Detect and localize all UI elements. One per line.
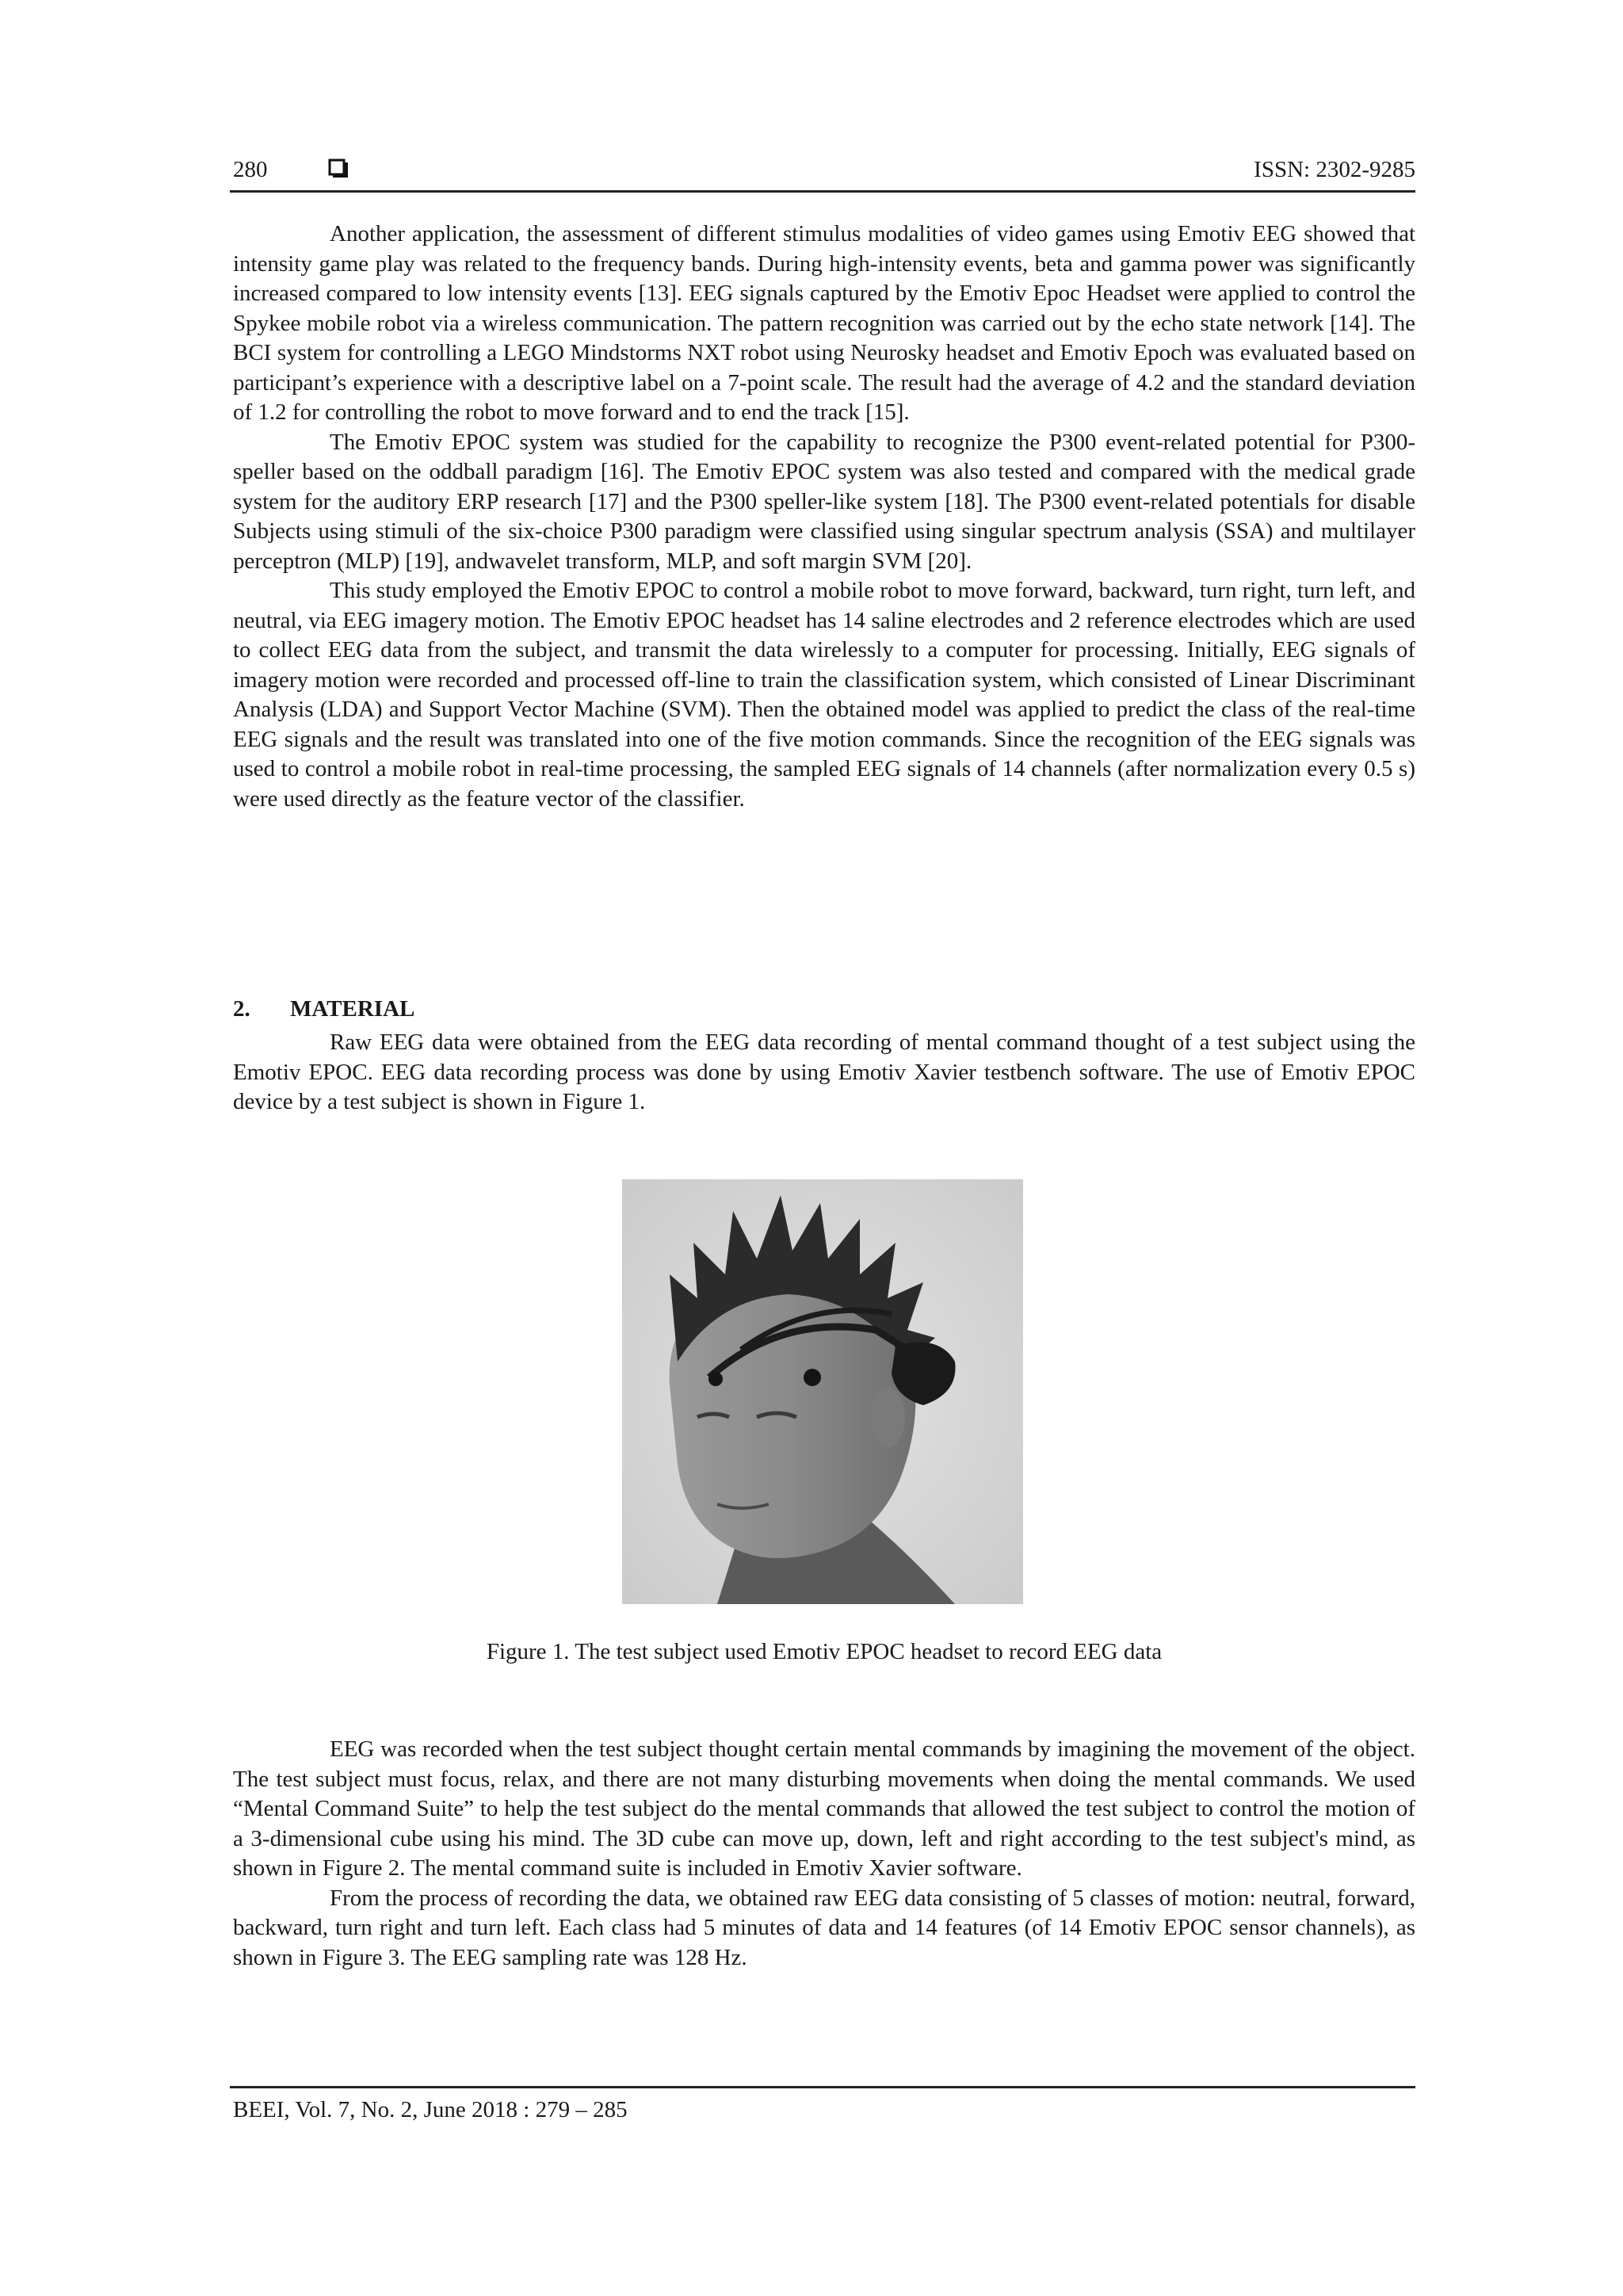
figure-photo bbox=[622, 1179, 1023, 1604]
intro-text-block bbox=[233, 220, 1415, 814]
paragraph: EEG was recorded when the test subject thought certain mental commands by imagining the movement of the object. The test subject must focus, relax, and there are not many disturbing movements when doing the mental commands. We used “Mental Command Suite” to help the test subject do the mental commands that allowed the test subject to control the motion of a 3-dimensional cube using his mind. The 3D cube can move up, down, left and right according to the test subject's mind, as shown in Figure 2. The mental command suite is included in Emotiv Xavier software. bbox=[233, 1736, 1415, 1881]
paragraph: The Emotiv EPOC system was studied for the capability to recognize the P300 event-related potential for P300-speller based on the oddball paradigm [16]. The Emotiv EPOC system was also tested and compared with the medical grade system for the auditory ERP research [17] and the P300 speller-like system [18]. The P300 event-related potentials for disable Subjects using stimuli of the six-choice P300 paradigm were classified using singular spectrum analysis (SSA) and multilayer perceptron (MLP) [19], andwavelet transform, MLP, and soft margin SVM [20]. bbox=[233, 429, 1415, 574]
material-text-block bbox=[233, 1028, 1415, 1117]
page-number: 280 bbox=[233, 157, 268, 182]
paragraph: Another application, the assessment of different stimulus modalities of video games using Emotiv EEG showed that intensity game play was related to the frequency bands. During high-intensity events, beta and gamma power was significantly increased compared to low intensity events [13]. EEG signals captured by the Emotiv Epoc Headset were applied to control the Spykee mobile robot via a wireless communication. The pattern recognition was carried out by the echo state network [14]. The BCI system for controlling a LEGO Mindstorms NXT robot using Neurosky headset and Emotiv Epoch was evaluated based on participant’s experience with a descriptive label on a 7-point scale. The result had the average of 4.2 and the standard deviation of 1.2 for controlling the robot to move forward and to end the track [15]. bbox=[233, 221, 1415, 425]
results-text-block bbox=[233, 1735, 1415, 1973]
paragraph: Raw EEG data were obtained from the EEG data recording of mental command thought of a test subject using the Emotiv EPOC. EEG data recording process was done by using Emotiv Xavier testbench software. The use of Emotiv EPOC device by a test subject is shown in Figure 1. bbox=[233, 1030, 1415, 1114]
footer-citation: BEEI, Vol. 7, No. 2, June 2018 : 279 – 285 bbox=[233, 2097, 628, 2122]
figure-caption: Figure 1. The test subject used Emotiv EPOC headset to record EEG data bbox=[486, 1639, 1163, 1664]
header-divider bbox=[230, 190, 1415, 193]
footer-divider bbox=[230, 2086, 1415, 2088]
paragraph: From the process of recording the data, we obtained raw EEG data consisting of 5 classes of motion: neutral, forward, backward, turn right and turn left. Each class had 5 minutes of data and 14 features (of 14 Emotiv EPOC sensor channels), as shown in Figure 3. The EEG sampling rate was 128 Hz. bbox=[233, 1885, 1415, 1970]
checkbox-icon bbox=[328, 159, 349, 179]
section-heading bbox=[233, 996, 414, 1022]
section-title: MATERIAL bbox=[290, 996, 415, 1022]
paragraph: This study employed the Emotiv EPOC to control a mobile robot to move forward, backward, turn right, turn left, and neutral, via EEG imagery motion. The Emotiv EPOC headset has 14 saline electrodes and 2 reference electrodes which are used to collect EEG data from the subject, and transmit the data wirelessly to a computer for processing. Initially, EEG signals of imagery motion were recorded and processed off-line to train the classification system, which consisted of Linear Discriminant Analysis (LDA) and Support Vector Machine (SVM). Then the obtained model was applied to predict the class of the real-time EEG signals and the result was translated into one of the five motion commands. Since the recognition of the EEG signals was used to control a mobile robot in real-time processing, the sampled EEG signals of 14 channels (after normalization every 0.5 s) were used directly as the feature vector of the classifier. bbox=[233, 578, 1415, 812]
section-number: 2. bbox=[233, 996, 250, 1022]
issn-label: ISSN: 2302-9285 bbox=[1254, 157, 1415, 182]
